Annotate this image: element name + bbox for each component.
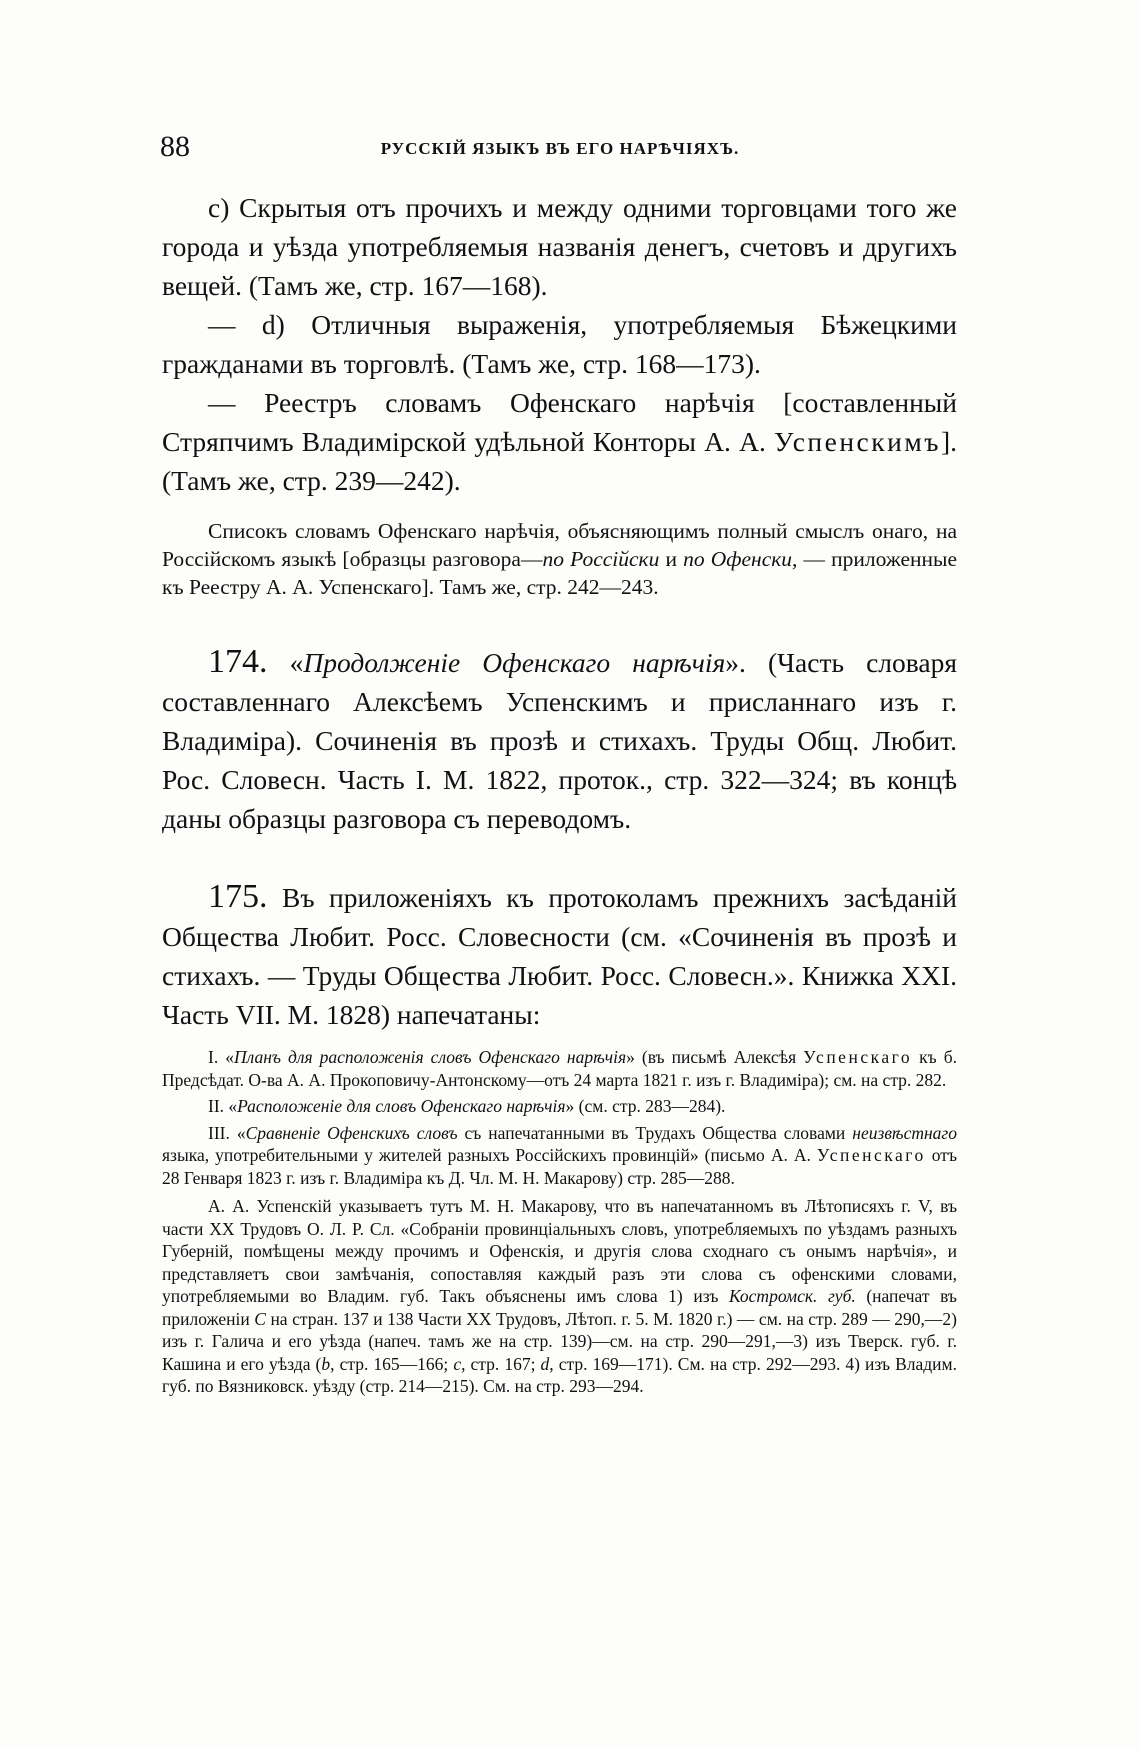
- spisok-text-1: Списокъ словамъ Офенскаго нарѣчія, объясняющимъ полный смыслъ онаго, на Россійскомъ языкѣ [образцы разговора—: [162, 519, 957, 571]
- sub-iii-italic: неизвѣстнаго: [852, 1122, 958, 1143]
- note-text-1: А. А. Успенскій указываетъ тутъ М. Н. Макарову, что въ напечатанномъ въ Лѣтописяхъ г. V, въ части XX Трудовъ О. Л. Р. Сл. «Собраніи провинціальныхъ словъ, употребляемыхъ по уѣздамъ разныхъ Губерній, помѣщены между прочимъ и Офенскія, и другія слова сходнаго съ онымъ нарѣчія», и представляетъ свои замѣчанія, сопоставляя каждый разъ эти слова съ офенскими словами, употребляемыми во Владим. губ. Такъ объяснены имъ слова 1) изъ: [162, 1196, 957, 1306]
- sub-iii-text-1: съ напечатанными въ Трудахъ Общества словами: [457, 1122, 853, 1143]
- entry-174-quote: «: [267, 647, 304, 678]
- sub-iii-name: Успенскаго: [816, 1145, 926, 1165]
- note-italic-1: Костромск. губ.: [728, 1286, 856, 1306]
- item-d: — d) Отличныя выраженія, употребляемыя Бѣжецкими гражданами въ торговлѣ. (Тамъ же, стр. 168—173).: [162, 309, 957, 379]
- spisok-text-2: и: [659, 547, 684, 571]
- sub-ii-prefix: II. «: [208, 1096, 238, 1116]
- sub-item-iii: [162, 1122, 957, 1190]
- sub-i-rest: къ б. Предсѣдат. О-ва А. А. Прокоповичу-Антонскому—отъ 24 марта 1821 г. изъ г. Владиміра); см. на стр. 282.: [162, 1047, 957, 1090]
- spisok-text-3: — приложенные къ Реестру А. А. Успенскаго]. Тамъ же, стр. 242—243.: [162, 547, 957, 599]
- entry-175: [162, 877, 957, 1034]
- spisok-italic-1: по Россійски: [542, 547, 660, 571]
- note-italic-3: b: [321, 1353, 331, 1374]
- sub-iii-text-2: языка, употребительными у жителей разныхъ Россійскихъ провинцій» (письмо А. А.: [162, 1145, 817, 1165]
- reestr-rest: ]. (Тамъ же, стр. 239—242).: [162, 426, 957, 496]
- page-number: 88: [160, 130, 190, 163]
- footnote-paragraph: [162, 1195, 957, 1398]
- note-italic-5: d: [540, 1353, 550, 1374]
- note-text-6: , стр. 169—171). См. на стр. 292—293. 4) изъ Владим. губ. по Вязниковск. уѣзду (стр. 214—215). См. на стр. 293—294.: [162, 1353, 957, 1396]
- running-title: РУССКІЙ ЯЗЫКЪ ВЪ ЕГО НАРѢЧІЯХЪ.: [380, 139, 740, 158]
- sub-item-ii: [162, 1095, 957, 1118]
- reestr-text: — Реестръ словамъ Офенскаго нарѣчія [составленный Стряпчимъ Владимірской удѣльной Конторы А. А.: [162, 387, 957, 457]
- sub-i-title: Планъ для расположенія словъ Офенскаго нарѣчія: [233, 1047, 627, 1067]
- note-italic-4: c: [453, 1353, 462, 1374]
- entry-174-number: 174.: [208, 643, 268, 680]
- sub-iii-title: Сравненіе Офенскихъ словъ: [245, 1122, 458, 1143]
- sub-iii-prefix: III. «: [208, 1122, 246, 1143]
- entry-174: [162, 642, 957, 838]
- sub-item-i: [162, 1046, 957, 1091]
- sub-iii-rest: отъ 28 Генваря 1823 г. изъ г. Владиміра къ Д. Чл. М. Н. Макарову) стр. 285—288.: [162, 1145, 957, 1188]
- spisok-paragraph: [162, 517, 957, 601]
- entry-174-text: ». (Часть словаря составленнаго Алексѣемъ Успенскимъ и присланнаго изъ г. Владиміра). Сочиненія въ прозѣ и стихахъ. Труды Общ. Любит. Рос. Словесн. Часть I. М. 1822, проток., стр. 322—324; въ концѣ даны образцы разговора съ переводомъ.: [162, 647, 957, 834]
- sub-i-text: » (въ письмѣ Алексѣя: [626, 1047, 804, 1067]
- note-text-2: (напечат въ приложеніи: [162, 1286, 957, 1329]
- entry-174-title: Продолженіе Офенскаго нарѣчія: [303, 647, 726, 678]
- spisok-italic-2: по Офенски,: [683, 547, 798, 571]
- sub-ii-title: Расположеніе для словъ Офенскаго нарѣчія: [237, 1096, 566, 1116]
- note-text-5: , стр. 167;: [461, 1353, 541, 1374]
- note-italic-2: C: [254, 1308, 266, 1329]
- reestr-name: Успенскимъ: [774, 426, 941, 457]
- entry-175-number: 175.: [208, 878, 268, 915]
- item-c: c) Скрытыя отъ прочихъ и между одними торговцами того же города и уѣзда употребляемыя названія денегъ, счетовъ и другихъ вещей. (Тамъ же, стр. 167—168).: [162, 192, 957, 301]
- note-text-3: на стран. 137 и 138 Части XX Трудовъ, Лѣтоп. г. 5. М. 1820 г.) — см. на стр. 289 — 290,—2) изъ г. Галича и его уѣзда (напеч. тамъ же на стр. 139)—см. на стр. 290—291,—3) изъ Тверск. губ. г. Кашина и его уѣзда (: [162, 1308, 957, 1374]
- sub-i-prefix: I. «: [208, 1047, 234, 1067]
- entry-175-text: Въ приложеніяхъ къ протоколамъ прежнихъ засѣданій Общества Любит. Росс. Словесности (см. «Сочиненія въ прозѣ и стихахъ. — Труды Общества Любит. Росс. Словесн.». Книжка XXI. Часть VII. М. 1828) напечатаны:: [162, 882, 957, 1030]
- sub-i-name: Успенскаго: [803, 1047, 913, 1067]
- note-text-4: , стр. 165—166;: [330, 1353, 454, 1374]
- page-body: [162, 188, 957, 1398]
- sub-ii-rest: » (см. стр. 283—284).: [565, 1096, 726, 1116]
- page-header: [160, 130, 960, 170]
- reestr-paragraph: [162, 383, 957, 500]
